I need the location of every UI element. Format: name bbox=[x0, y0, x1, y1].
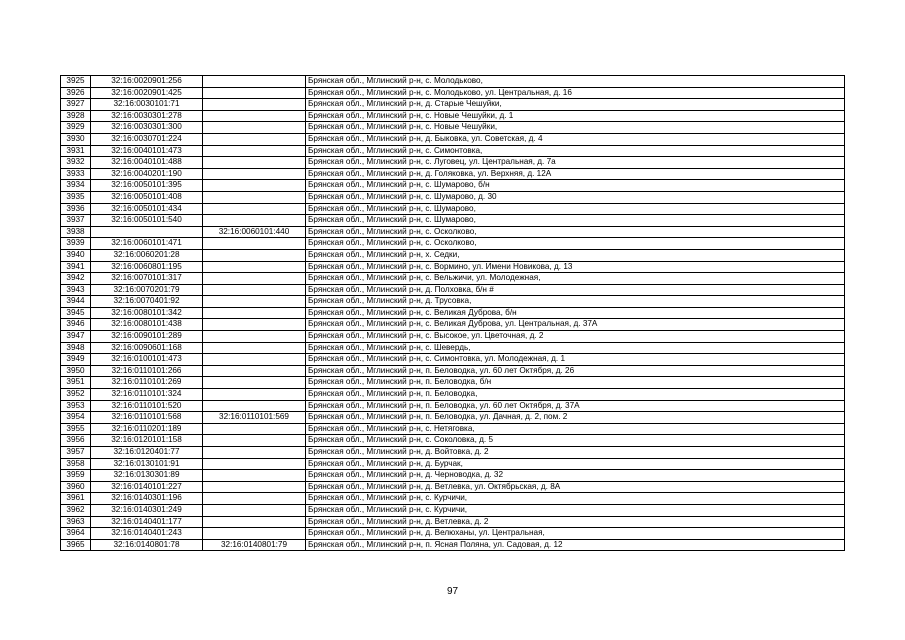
address-cell: Брянская обл., Мглинский р-н, с. Курчичи, bbox=[306, 504, 845, 516]
address-cell: Брянская обл., Мглинский р-н, с. Луговец, ул. Центральная, д. 7а bbox=[306, 157, 845, 169]
row-number-cell: 3939 bbox=[61, 238, 91, 250]
table-row bbox=[61, 180, 845, 192]
previous-number-cell bbox=[203, 470, 306, 482]
row-number-cell: 3950 bbox=[61, 365, 91, 377]
table-row bbox=[61, 470, 845, 482]
row-number-cell: 3955 bbox=[61, 423, 91, 435]
cadastral-number-cell: 32:16:0070201:79 bbox=[91, 284, 203, 296]
previous-number-cell bbox=[203, 110, 306, 122]
address-cell: Брянская обл., Мглинский р-н, д. Трусовка, bbox=[306, 296, 845, 308]
row-number-cell: 3958 bbox=[61, 458, 91, 470]
table-row bbox=[61, 296, 845, 308]
cadastral-number-cell: 32:16:0090101:289 bbox=[91, 331, 203, 343]
table-row bbox=[61, 145, 845, 157]
previous-number-cell bbox=[203, 331, 306, 343]
cadastral-number-cell: 32:16:0120101:158 bbox=[91, 435, 203, 447]
previous-number-cell bbox=[203, 296, 306, 308]
row-number-cell: 3933 bbox=[61, 168, 91, 180]
address-cell: Брянская обл., Мглинский р-н, с. Новые Чешуйки, д. 1 bbox=[306, 110, 845, 122]
previous-number-cell bbox=[203, 284, 306, 296]
address-cell: Брянская обл., Мглинский р-н, д. Черноводка, д. 32 bbox=[306, 470, 845, 482]
table-row bbox=[61, 516, 845, 528]
address-cell: Брянская обл., Мглинский р-н, с. Молодьково, bbox=[306, 76, 845, 88]
address-cell: Брянская обл., Мглинский р-н, п. Беловодка, ул. 60 лет Октября, д. 37А bbox=[306, 400, 845, 412]
table-row bbox=[61, 226, 845, 238]
address-cell: Брянская обл., Мглинский р-н, с. Осколково, bbox=[306, 226, 845, 238]
cadastral-number-cell: 32:16:0110101:269 bbox=[91, 377, 203, 389]
previous-number-cell bbox=[203, 493, 306, 505]
table-row bbox=[61, 99, 845, 111]
previous-number-cell bbox=[203, 87, 306, 99]
address-cell: Брянская обл., Мглинский р-н, с. Шевердь, bbox=[306, 342, 845, 354]
cadastral-number-cell: 32:16:0060201:28 bbox=[91, 249, 203, 261]
table-row bbox=[61, 284, 845, 296]
table-row bbox=[61, 87, 845, 99]
row-number-cell: 3929 bbox=[61, 122, 91, 134]
previous-number-cell: 32:16:0060101:440 bbox=[203, 226, 306, 238]
previous-number-cell bbox=[203, 215, 306, 227]
row-number-cell: 3946 bbox=[61, 319, 91, 331]
address-cell: Брянская обл., Мглинский р-н, с. Нетяговка, bbox=[306, 423, 845, 435]
cadastral-number-cell: 32:16:0140401:243 bbox=[91, 528, 203, 540]
cadastral-number-cell: 32:16:0100101:473 bbox=[91, 354, 203, 366]
row-number-cell: 3927 bbox=[61, 99, 91, 111]
previous-number-cell bbox=[203, 435, 306, 447]
cadastral-number-cell: 32:16:0020901:256 bbox=[91, 76, 203, 88]
cadastral-number-cell: 32:16:0040101:488 bbox=[91, 157, 203, 169]
cadastral-number-cell: 32:16:0110101:266 bbox=[91, 365, 203, 377]
cadastral-number-cell: 32:16:0030301:300 bbox=[91, 122, 203, 134]
address-cell: Брянская обл., Мглинский р-н, д. Войтовка, д. 2 bbox=[306, 447, 845, 459]
property-register-table bbox=[60, 75, 845, 551]
address-cell: Брянская обл., Мглинский р-н, д. Голяковка, ул. Верхняя, д. 12А bbox=[306, 168, 845, 180]
cadastral-number-cell: 32:16:0110101:568 bbox=[91, 412, 203, 424]
address-cell: Брянская обл., Мглинский р-н, с. Курчичи, bbox=[306, 493, 845, 505]
previous-number-cell bbox=[203, 145, 306, 157]
cadastral-number-cell: 32:16:0020901:425 bbox=[91, 87, 203, 99]
address-cell: Брянская обл., Мглинский р-н, д. Ветлевка, ул. Октябрьская, д. 8А bbox=[306, 481, 845, 493]
previous-number-cell bbox=[203, 365, 306, 377]
cadastral-number-cell: 32:16:0130101:91 bbox=[91, 458, 203, 470]
address-cell: Брянская обл., Мглинский р-н, п. Беловодка, ул. 60 лет Октября, д. 26 bbox=[306, 365, 845, 377]
row-number-cell: 3954 bbox=[61, 412, 91, 424]
address-cell: Брянская обл., Мглинский р-н, с. Великая Дуброва, б/н bbox=[306, 307, 845, 319]
cadastral-number-cell: 32:16:0060801:195 bbox=[91, 261, 203, 273]
cadastral-number-cell: 32:16:0090601:168 bbox=[91, 342, 203, 354]
cadastral-number-cell: 32:16:0110201:189 bbox=[91, 423, 203, 435]
previous-number-cell bbox=[203, 122, 306, 134]
cadastral-number-cell: 32:16:0140301:196 bbox=[91, 493, 203, 505]
row-number-cell: 3938 bbox=[61, 226, 91, 238]
address-cell: Брянская обл., Мглинский р-н, с. Молодьково, ул. Центральная, д. 16 bbox=[306, 87, 845, 99]
previous-number-cell bbox=[203, 203, 306, 215]
table-row bbox=[61, 261, 845, 273]
register-table-body bbox=[61, 76, 845, 551]
previous-number-cell bbox=[203, 400, 306, 412]
table-row bbox=[61, 493, 845, 505]
address-cell: Брянская обл., Мглинский р-н, п. Беловодка, bbox=[306, 389, 845, 401]
row-number-cell: 3943 bbox=[61, 284, 91, 296]
previous-number-cell bbox=[203, 76, 306, 88]
row-number-cell: 3961 bbox=[61, 493, 91, 505]
table-row bbox=[61, 157, 845, 169]
table-row bbox=[61, 215, 845, 227]
address-cell: Брянская обл., Мглинский р-н, с. Шумарово, bbox=[306, 215, 845, 227]
table-row bbox=[61, 389, 845, 401]
previous-number-cell bbox=[203, 377, 306, 389]
row-number-cell: 3932 bbox=[61, 157, 91, 169]
address-cell: Брянская обл., Мглинский р-н, с. Осколково, bbox=[306, 238, 845, 250]
row-number-cell: 3952 bbox=[61, 389, 91, 401]
row-number-cell: 3934 bbox=[61, 180, 91, 192]
row-number-cell: 3960 bbox=[61, 481, 91, 493]
row-number-cell: 3945 bbox=[61, 307, 91, 319]
row-number-cell: 3947 bbox=[61, 331, 91, 343]
row-number-cell: 3941 bbox=[61, 261, 91, 273]
previous-number-cell bbox=[203, 423, 306, 435]
table-row bbox=[61, 504, 845, 516]
address-cell: Брянская обл., Мглинский р-н, с. Высокое, ул. Цветочная, д. 2 bbox=[306, 331, 845, 343]
table-row bbox=[61, 481, 845, 493]
cadastral-number-cell: 32:16:0060101:471 bbox=[91, 238, 203, 250]
address-cell: Брянская обл., Мглинский р-н, с. Симонтовка, ул. Молодежная, д. 1 bbox=[306, 354, 845, 366]
cadastral-number-cell: 32:16:0050101:408 bbox=[91, 191, 203, 203]
cadastral-number-cell: 32:16:0050101:434 bbox=[91, 203, 203, 215]
table-row bbox=[61, 435, 845, 447]
cadastral-number-cell: 32:16:0050101:395 bbox=[91, 180, 203, 192]
table-row bbox=[61, 528, 845, 540]
address-cell: Брянская обл., Мглинский р-н, с. Симонтовка, bbox=[306, 145, 845, 157]
row-number-cell: 3942 bbox=[61, 273, 91, 285]
previous-number-cell: 32:16:0140801:79 bbox=[203, 539, 306, 551]
address-cell: Брянская обл., Мглинский р-н, с. Вельжичи, ул. Молодежная, bbox=[306, 273, 845, 285]
previous-number-cell bbox=[203, 238, 306, 250]
row-number-cell: 3931 bbox=[61, 145, 91, 157]
previous-number-cell bbox=[203, 307, 306, 319]
previous-number-cell bbox=[203, 516, 306, 528]
previous-number-cell bbox=[203, 157, 306, 169]
row-number-cell: 3944 bbox=[61, 296, 91, 308]
previous-number-cell bbox=[203, 389, 306, 401]
row-number-cell: 3953 bbox=[61, 400, 91, 412]
previous-number-cell bbox=[203, 168, 306, 180]
table-row bbox=[61, 377, 845, 389]
table-row bbox=[61, 331, 845, 343]
previous-number-cell bbox=[203, 342, 306, 354]
cadastral-number-cell: 32:16:0140301:249 bbox=[91, 504, 203, 516]
row-number-cell: 3949 bbox=[61, 354, 91, 366]
address-cell: Брянская обл., Мглинский р-н, п. Беловодка, ул. Дачная, д. 2, пом. 2 bbox=[306, 412, 845, 424]
table-row bbox=[61, 458, 845, 470]
previous-number-cell: 32:16:0110101:569 bbox=[203, 412, 306, 424]
cadastral-number-cell: 32:16:0080101:342 bbox=[91, 307, 203, 319]
row-number-cell: 3937 bbox=[61, 215, 91, 227]
cadastral-number-cell: 32:16:0030101:71 bbox=[91, 99, 203, 111]
address-cell: Брянская обл., Мглинский р-н, с. Шумарово, д. 30 bbox=[306, 191, 845, 203]
address-cell: Брянская обл., Мглинский р-н, с. Новые Чешуйки, bbox=[306, 122, 845, 134]
table-row bbox=[61, 319, 845, 331]
address-cell: Брянская обл., Мглинский р-н, д. Велюханы, ул. Центральная, bbox=[306, 528, 845, 540]
previous-number-cell bbox=[203, 447, 306, 459]
row-number-cell: 3948 bbox=[61, 342, 91, 354]
row-number-cell: 3951 bbox=[61, 377, 91, 389]
table-row bbox=[61, 168, 845, 180]
table-row bbox=[61, 238, 845, 250]
page-number: 97 bbox=[446, 586, 459, 597]
cadastral-number-cell: 32:16:0110101:324 bbox=[91, 389, 203, 401]
cadastral-number-cell bbox=[91, 226, 203, 238]
address-cell: Брянская обл., Мглинский р-н, с. Шумарово, б/н bbox=[306, 180, 845, 192]
address-cell: Брянская обл., Мглинский р-н, д. Старые Чешуйки, bbox=[306, 99, 845, 111]
cadastral-number-cell: 32:16:0070101:317 bbox=[91, 273, 203, 285]
row-number-cell: 3930 bbox=[61, 133, 91, 145]
row-number-cell: 3963 bbox=[61, 516, 91, 528]
cadastral-number-cell: 32:16:0070401:92 bbox=[91, 296, 203, 308]
previous-number-cell bbox=[203, 319, 306, 331]
cadastral-number-cell: 32:16:0140401:177 bbox=[91, 516, 203, 528]
table-row bbox=[61, 342, 845, 354]
cadastral-number-cell: 32:16:0110101:520 bbox=[91, 400, 203, 412]
cadastral-number-cell: 32:16:0080101:438 bbox=[91, 319, 203, 331]
row-number-cell: 3935 bbox=[61, 191, 91, 203]
table-row bbox=[61, 249, 845, 261]
table-row bbox=[61, 423, 845, 435]
previous-number-cell bbox=[203, 481, 306, 493]
table-row bbox=[61, 365, 845, 377]
row-number-cell: 3965 bbox=[61, 539, 91, 551]
table-row bbox=[61, 400, 845, 412]
table-row bbox=[61, 273, 845, 285]
previous-number-cell bbox=[203, 261, 306, 273]
row-number-cell: 3936 bbox=[61, 203, 91, 215]
address-cell: Брянская обл., Мглинский р-н, д. Бурчак, bbox=[306, 458, 845, 470]
row-number-cell: 3964 bbox=[61, 528, 91, 540]
cadastral-number-cell: 32:16:0030301:278 bbox=[91, 110, 203, 122]
previous-number-cell bbox=[203, 458, 306, 470]
table-row bbox=[61, 539, 845, 551]
address-cell: Брянская обл., Мглинский р-н, п. Беловодка, б/н bbox=[306, 377, 845, 389]
cadastral-number-cell: 32:16:0030701:224 bbox=[91, 133, 203, 145]
table-row bbox=[61, 76, 845, 88]
table-row bbox=[61, 110, 845, 122]
cadastral-number-cell: 32:16:0140801:78 bbox=[91, 539, 203, 551]
address-cell: Брянская обл., Мглинский р-н, д. Полховка, б/н # bbox=[306, 284, 845, 296]
previous-number-cell bbox=[203, 99, 306, 111]
table-row bbox=[61, 412, 845, 424]
row-number-cell: 3957 bbox=[61, 447, 91, 459]
row-number-cell: 3940 bbox=[61, 249, 91, 261]
row-number-cell: 3962 bbox=[61, 504, 91, 516]
address-cell: Брянская обл., Мглинский р-н, с. Вормино, ул. Имени Новикова, д. 13 bbox=[306, 261, 845, 273]
address-cell: Брянская обл., Мглинский р-н, с. Соколовка, д. 5 bbox=[306, 435, 845, 447]
row-number-cell: 3928 bbox=[61, 110, 91, 122]
row-number-cell: 3926 bbox=[61, 87, 91, 99]
address-cell: Брянская обл., Мглинский р-н, п. Ясная Поляна, ул. Садовая, д. 12 bbox=[306, 539, 845, 551]
address-cell: Брянская обл., Мглинский р-н, д. Быковка, ул. Советская, д. 4 bbox=[306, 133, 845, 145]
table-row bbox=[61, 447, 845, 459]
previous-number-cell bbox=[203, 191, 306, 203]
previous-number-cell bbox=[203, 180, 306, 192]
cadastral-number-cell: 32:16:0040201:190 bbox=[91, 168, 203, 180]
previous-number-cell bbox=[203, 273, 306, 285]
previous-number-cell bbox=[203, 133, 306, 145]
previous-number-cell bbox=[203, 354, 306, 366]
cadastral-number-cell: 32:16:0050101:540 bbox=[91, 215, 203, 227]
address-cell: Брянская обл., Мглинский р-н, с. Великая Дуброва, ул. Центральная, д. 37А bbox=[306, 319, 845, 331]
row-number-cell: 3959 bbox=[61, 470, 91, 482]
row-number-cell: 3925 bbox=[61, 76, 91, 88]
cadastral-number-cell: 32:16:0120401:77 bbox=[91, 447, 203, 459]
address-cell: Брянская обл., Мглинский р-н, х. Седки, bbox=[306, 249, 845, 261]
table-row bbox=[61, 354, 845, 366]
previous-number-cell bbox=[203, 528, 306, 540]
table-row bbox=[61, 133, 845, 145]
table-row bbox=[61, 203, 845, 215]
cadastral-number-cell: 32:16:0130301:89 bbox=[91, 470, 203, 482]
table-row bbox=[61, 307, 845, 319]
table-row bbox=[61, 122, 845, 134]
row-number-cell: 3956 bbox=[61, 435, 91, 447]
table-row bbox=[61, 191, 845, 203]
address-cell: Брянская обл., Мглинский р-н, д. Ветлевка, д. 2 bbox=[306, 516, 845, 528]
address-cell: Брянская обл., Мглинский р-н, с. Шумарово, bbox=[306, 203, 845, 215]
cadastral-number-cell: 32:16:0140101:227 bbox=[91, 481, 203, 493]
previous-number-cell bbox=[203, 249, 306, 261]
cadastral-number-cell: 32:16:0040101:473 bbox=[91, 145, 203, 157]
previous-number-cell bbox=[203, 504, 306, 516]
